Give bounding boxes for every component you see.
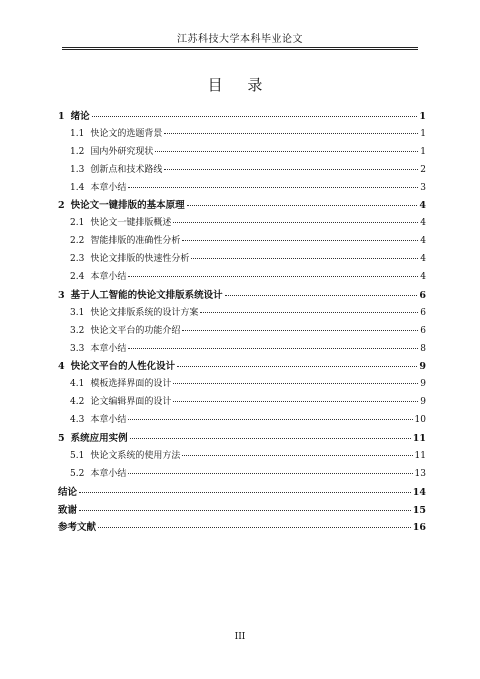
toc-entry-title: 本章小结 — [90, 182, 127, 193]
toc-entry-title: 系统应用实例 — [70, 433, 128, 445]
dot-leader — [128, 473, 412, 474]
toc-entry-number: 3.1 — [70, 307, 85, 318]
toc-entry-page: 3 — [420, 182, 426, 193]
dot-leader — [187, 205, 418, 206]
dot-leader — [79, 492, 411, 493]
toc-entry-title: 论文编辑界面的设计 — [90, 397, 172, 408]
toc-entry-page: 6 — [420, 325, 426, 336]
toc-entry-title: 绪论 — [70, 111, 90, 122]
toc-entry-chapter[interactable] — [58, 287, 426, 305]
toc-entry-number: 1.2 — [70, 146, 85, 157]
toc-entry-page: 11 — [414, 450, 426, 461]
toc-entry-number: 2.2 — [70, 236, 85, 247]
dot-leader — [92, 116, 418, 117]
toc-entry-section[interactable] — [58, 305, 426, 323]
toc-entry-number: 1 — [58, 111, 65, 122]
toc-entry-number: 2 — [58, 200, 65, 212]
dot-leader — [155, 151, 418, 152]
toc-entry-title: 基于人工智能的快论文排版系统设计 — [70, 289, 223, 301]
page-number: III — [234, 632, 246, 642]
toc-entry-number: 1.3 — [70, 164, 85, 175]
toc-entry-page: 9 — [419, 361, 426, 373]
dot-leader — [128, 276, 418, 277]
toc-entry-number: 1.4 — [70, 182, 85, 193]
dot-leader — [79, 510, 411, 511]
toc-entry-section[interactable] — [58, 162, 426, 180]
toc-entry-number: 2.1 — [70, 218, 85, 229]
toc-entry-title: 快论文平台的功能介绍 — [90, 325, 181, 336]
toc-entry-number: 5.2 — [70, 468, 85, 479]
toc-entry-number: 3.2 — [70, 325, 85, 336]
toc-entry-title: 快论文排版系统的设计方案 — [90, 307, 199, 318]
toc-entry-number: 2.4 — [70, 272, 85, 283]
toc-entry-page: 1 — [420, 128, 426, 139]
dot-leader — [173, 383, 418, 384]
toc-entry-number: 3 — [58, 289, 65, 301]
toc-entry-page: 1 — [420, 146, 426, 157]
toc-entry-section[interactable] — [58, 466, 426, 484]
toc-entry-page: 4 — [420, 218, 426, 229]
toc-entry-title: 本章小结 — [90, 415, 127, 426]
toc-entry-section[interactable] — [58, 180, 426, 198]
toc-entry-page: 13 — [414, 468, 426, 479]
dot-leader — [164, 169, 418, 170]
toc-entry-chapter[interactable] — [58, 430, 426, 448]
toc-entry-chapter[interactable] — [58, 484, 426, 502]
toc-entry-title: 国内外研究现状 — [90, 146, 154, 157]
toc-entry-number: 2.3 — [70, 254, 85, 265]
toc-entry-page: 4 — [420, 272, 426, 283]
dot-leader — [191, 258, 418, 259]
toc-entry-title: 本章小结 — [90, 468, 127, 479]
toc-entry-title: 快论文一键排版的基本原理 — [70, 200, 185, 212]
dot-leader — [182, 455, 412, 456]
dot-leader — [173, 401, 418, 402]
toc-entry-page: 4 — [420, 236, 426, 247]
toc-title: 目 录 — [207, 76, 273, 94]
toc-entry-page: 6 — [419, 289, 426, 301]
toc-entry-page: 11 — [412, 433, 426, 445]
running-header: 江苏科技大学本科毕业论文 — [177, 34, 303, 45]
toc-entry-section[interactable] — [58, 251, 426, 269]
toc-entry-title: 致谢 — [58, 504, 78, 516]
toc-entry-number: 5 — [58, 433, 65, 445]
toc-entry-title: 本章小结 — [90, 272, 127, 283]
toc-entry-section[interactable] — [58, 323, 426, 341]
toc-entry-title: 快论文的选题背景 — [90, 128, 163, 139]
toc-entry-page: 9 — [420, 379, 426, 390]
toc-entry-title: 创新点和技术路线 — [90, 164, 163, 175]
dot-leader — [200, 312, 418, 313]
toc-entry-section[interactable] — [58, 376, 426, 394]
dot-leader — [128, 348, 418, 349]
toc-entry-page: 6 — [420, 307, 426, 318]
toc-entry-page: 14 — [412, 486, 426, 498]
toc-entry-section[interactable] — [58, 215, 426, 233]
toc-entry-page: 10 — [414, 415, 426, 426]
dot-leader — [128, 187, 418, 188]
toc-entry-page: 8 — [420, 343, 426, 354]
toc-entry-number: 4.3 — [70, 415, 85, 426]
toc-entry-page: 4 — [420, 254, 426, 265]
toc-entry-title: 快论文平台的人性化设计 — [70, 361, 176, 373]
toc-entry-chapter[interactable] — [58, 519, 426, 537]
toc-entry-chapter[interactable] — [58, 108, 426, 126]
header-rule — [62, 47, 418, 48]
toc-entry-number: 1.1 — [70, 128, 85, 139]
toc-entry-title: 本章小结 — [90, 343, 127, 354]
dot-leader — [225, 295, 418, 296]
toc-entry-section[interactable] — [58, 341, 426, 359]
toc-entry-title: 参考文献 — [58, 522, 97, 534]
toc-entry-section[interactable] — [58, 394, 426, 412]
toc-entry-section[interactable] — [58, 144, 426, 162]
toc-entry-page: 16 — [412, 522, 426, 534]
toc-entry-number: 4 — [58, 361, 65, 373]
toc-entry-section[interactable] — [58, 269, 426, 287]
toc-entry-title: 模板选择界面的设计 — [90, 379, 172, 390]
toc-entry-section[interactable] — [58, 126, 426, 144]
toc-entry-number: 5.1 — [70, 450, 85, 461]
toc-entry-page: 4 — [419, 200, 426, 212]
dot-leader — [182, 330, 418, 331]
toc-entry-page: 2 — [420, 164, 426, 175]
toc-entry-section[interactable] — [58, 412, 426, 430]
dot-leader — [98, 527, 411, 528]
toc-entry-title: 快论文一键排版概述 — [90, 218, 172, 229]
header-rule — [62, 49, 418, 50]
toc-entry-title: 快论文系统的使用方法 — [90, 450, 181, 461]
toc-entry-number: 3.3 — [70, 343, 85, 354]
toc-entry-title: 结论 — [58, 486, 78, 498]
toc-entry-number: 4.2 — [70, 397, 85, 408]
toc-entry-page: 9 — [420, 397, 426, 408]
dot-leader — [173, 222, 418, 223]
table-of-contents — [58, 108, 426, 537]
toc-entry-section[interactable] — [58, 448, 426, 466]
dot-leader — [182, 240, 418, 241]
dot-leader — [164, 133, 418, 134]
toc-entry-section[interactable] — [58, 233, 426, 251]
dot-leader — [130, 438, 411, 439]
toc-entry-chapter[interactable] — [58, 502, 426, 520]
toc-entry-page: 15 — [412, 504, 426, 516]
toc-entry-title: 快论文排版的快速性分析 — [90, 254, 190, 265]
dot-leader — [128, 419, 412, 420]
dot-leader — [177, 366, 417, 367]
toc-entry-title: 智能排版的准确性分析 — [90, 236, 181, 247]
toc-entry-page: 1 — [419, 111, 426, 122]
toc-entry-chapter[interactable] — [58, 197, 426, 215]
toc-entry-number: 4.1 — [70, 379, 85, 390]
toc-entry-chapter[interactable] — [58, 358, 426, 376]
